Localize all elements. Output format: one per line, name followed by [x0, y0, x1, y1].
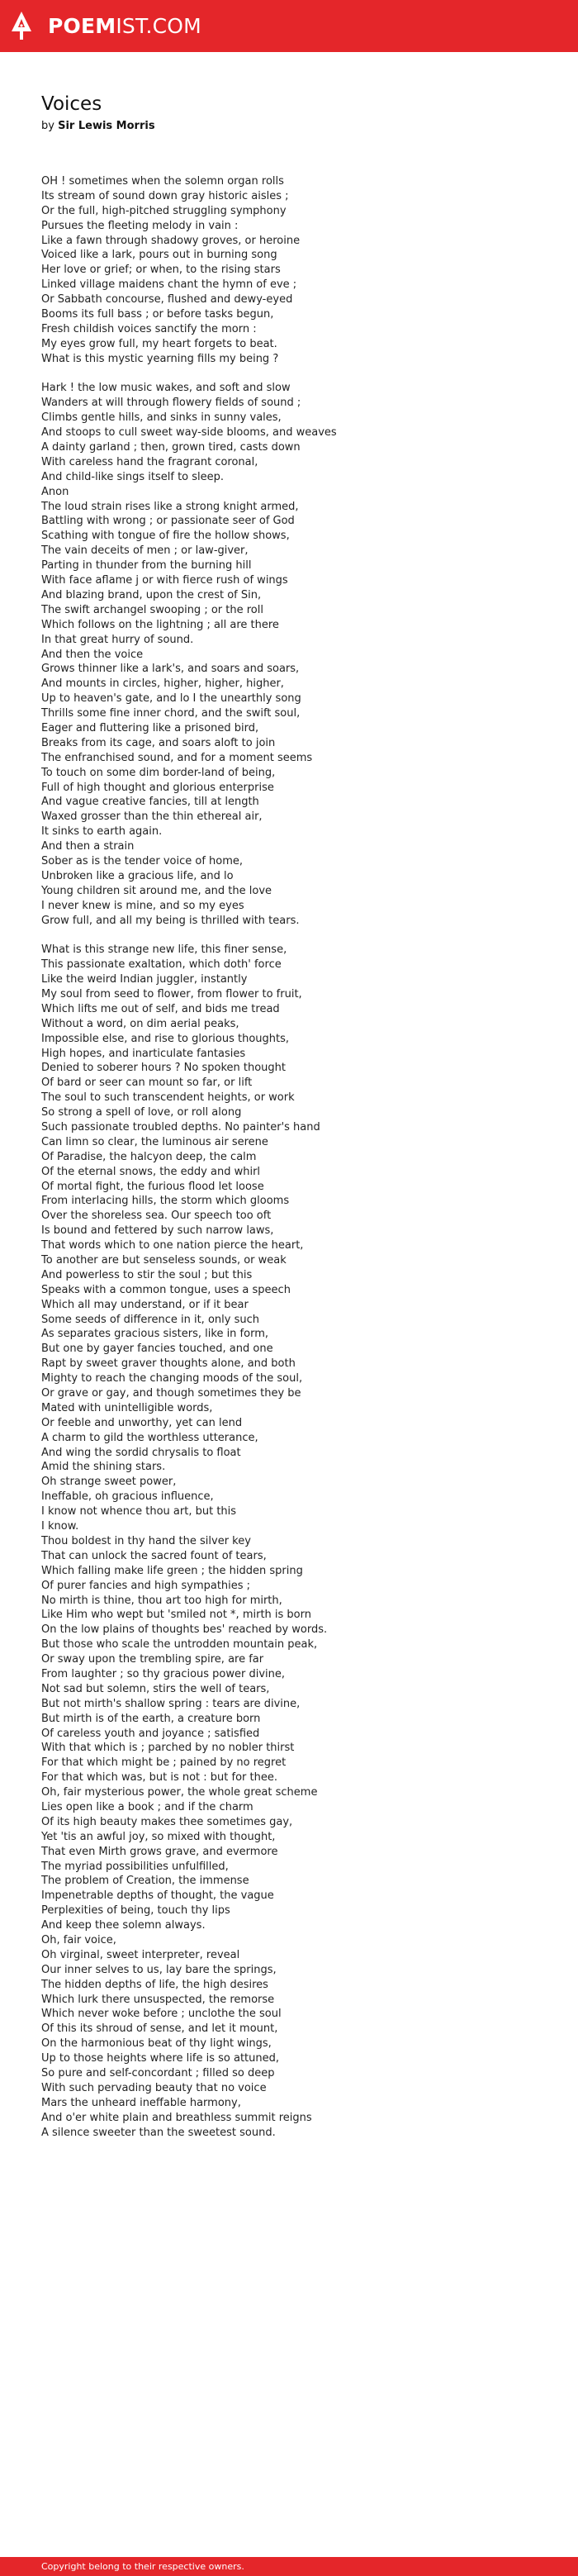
- poem-line: For that which might be ; pained by no regret: [41, 1756, 287, 1770]
- poem-line: Up to heaven's gate, and lo I the unearthly song: [41, 692, 301, 706]
- poem-line: In that great hurry of sound.: [41, 633, 194, 646]
- poem-line: With such pervading beauty that no voice: [41, 2081, 267, 2094]
- poem-line: A charm to gild the worthless utterance,: [41, 1431, 258, 1444]
- poem-line: Which falling make life green ; the hidden spring: [41, 1564, 303, 1577]
- poem-line: The hidden depths of life, the high desires: [41, 1978, 268, 1991]
- poem-line: What is this strange new life, this finer sense,: [41, 943, 287, 957]
- poem-line: No mirth is thine, thou art too high for mirth,: [41, 1594, 282, 1607]
- poem-line: With that which is ; parched by no nobler thirst: [41, 1742, 295, 1755]
- poem-line: Mars the unheard ineffable harmony,: [41, 2096, 241, 2109]
- poem-line: Or sway upon the trembling spire, are far: [41, 1653, 264, 1666]
- poem-line: Of its high beauty makes thee sometimes gay,: [41, 1815, 293, 1828]
- poem-content: [41, 93, 553, 2155]
- poem-line: Oh, fair voice,: [41, 1933, 116, 1946]
- poem-line: To another are but senseless sounds, or weak: [41, 1254, 287, 1267]
- poem-line: Perplexities of being, touch thy lips: [41, 1904, 230, 1918]
- poem-line: I know.: [41, 1520, 79, 1533]
- poem-line: Speaks with a common tongue, uses a speech: [41, 1283, 291, 1296]
- poem-line: And wing the sordid chrysalis to float: [41, 1446, 241, 1459]
- poem-line: I never knew is mine, and so my eyes: [41, 899, 244, 912]
- poem-line: Scathing with tongue of fire the hollow shows,: [41, 530, 290, 543]
- poem-line: Thou boldest in thy hand the silver key: [41, 1534, 251, 1547]
- poem-line: The loud strain rises like a strong knight armed,: [41, 500, 299, 513]
- poem-line: The swift archangel swooping ; or the roll: [41, 603, 263, 616]
- poem-line: I know not whence thou art, but this: [41, 1505, 237, 1519]
- poem-line: Which lurk there unsuspected, the remorse: [41, 1993, 275, 2006]
- poem-line: Up to those heights where life is so attuned,: [41, 2052, 280, 2065]
- poem-line: Without a word, on dim aerial peaks,: [41, 1017, 239, 1030]
- poem-line: Which all may understand, or if it bear: [41, 1298, 249, 1311]
- poem-line: This passionate exaltation, which doth' force: [41, 958, 282, 972]
- poem-line: Climbs gentle hills, and sinks in sunny vales,: [41, 411, 282, 425]
- poem-line: Of purer fancies and high sympathies ;: [41, 1579, 251, 1592]
- poem-line: Sober as is the tender voice of home,: [41, 854, 244, 867]
- poem-line: And blazing brand, upon the crest of Sin,: [41, 588, 262, 601]
- site-header: [0, 0, 578, 52]
- poem-line: High hopes, and inarticulate fantasies: [41, 1047, 246, 1060]
- poem-line: A dainty garland ; then, grown tired, casts down: [41, 441, 301, 454]
- poem-line: Mated with unintelligible words,: [41, 1401, 213, 1414]
- poem-line: Not sad but solemn, stirs the well of tears,: [41, 1682, 270, 1695]
- poem-line: My eyes grow full, my heart forgets to beat.: [41, 337, 277, 350]
- poem-line: With face aflame j or with fierce rush of wings: [41, 574, 288, 587]
- poem-line: Waxed grosser than the thin ethereal air,: [41, 810, 263, 824]
- poem-line: Breaks from its cage, and soars aloft to join: [41, 736, 276, 749]
- poem-line: The problem of Creation, the immense: [41, 1875, 249, 1888]
- poem-line: But not mirth's shallow spring : tears are divine,: [41, 1697, 301, 1710]
- poem-line: And mounts in circles, higher, higher, higher,: [41, 677, 284, 691]
- poem-line: Like the weird Indian juggler, instantly: [41, 973, 248, 986]
- poem-line: Rapt by sweet graver thoughts alone, and both: [41, 1357, 296, 1371]
- poem-body: [41, 174, 553, 2140]
- poem-line: Like a fawn through shadowy groves, or heroine: [41, 234, 301, 247]
- poem-line: What is this mystic yearning fills my being ?: [41, 352, 279, 365]
- poem-line: OH ! sometimes when the solemn organ rolls: [41, 175, 284, 188]
- poem-line: To touch on some dim border-land of being,: [41, 766, 276, 779]
- poem-line: Which lifts me out of self, and bids me tread: [41, 1002, 280, 1015]
- poem-line: Denied to soberer hours ? No spoken thought: [41, 1062, 286, 1075]
- byline-prefix: by: [41, 120, 54, 132]
- poem-line: Or Sabbath concourse, flushed and dewy-eyed: [41, 293, 293, 307]
- poem-line: As separates gracious sisters, like in form,: [41, 1328, 268, 1341]
- poem-line: But one by gayer fancies touched, and one: [41, 1343, 273, 1356]
- poem-line: Voiced like a lark, pours out in burning song: [41, 249, 277, 262]
- poem-line: That can unlock the sacred fount of tears,: [41, 1549, 267, 1562]
- logo-bold-text: POEM: [48, 14, 116, 38]
- poem-line: Is bound and fettered by such narrow laws,: [41, 1224, 274, 1238]
- poem-line: It sinks to earth again.: [41, 825, 163, 839]
- poem-stanza: [41, 943, 553, 2140]
- poem-line: For that which was, but is not : but for thee.: [41, 1771, 277, 1785]
- poem-line: So strong a spell of love, or roll along: [41, 1106, 242, 1119]
- poem-line: That even Mirth grows grave, and evermore: [41, 1845, 278, 1858]
- poem-line: Booms its full bass ; or before tasks begun,: [41, 308, 274, 321]
- poem-line: And o'er white plain and breathless summit reigns: [41, 2111, 312, 2124]
- poem-line: Ineffable, oh gracious influence,: [41, 1490, 214, 1504]
- poem-line: Our inner selves to us, lay bare the springs,: [41, 1963, 277, 1976]
- logo-light-text: IST.COM: [116, 14, 201, 38]
- poem-line: Yet 'tis an awful joy, so mixed with thought,: [41, 1830, 276, 1843]
- poem-line: And then a strain: [41, 840, 135, 853]
- poem-line: On the harmonious beat of thy light wings,: [41, 2037, 272, 2051]
- poem-line: The enfranchised sound, and for a moment seems: [41, 751, 313, 764]
- poem-author: Sir Lewis Morris: [58, 120, 155, 132]
- poem-line: So pure and self-concordant ; filled so deep: [41, 2067, 275, 2079]
- poem-line: Young children sit around me, and the love: [41, 884, 272, 897]
- copyright-text: Copyright belong to their respective owners.: [41, 2561, 244, 2572]
- poem-line: The myriad possibilities unfulfilled,: [41, 1860, 229, 1873]
- poem-line: Hark ! the low music wakes, and soft and slow: [41, 382, 291, 395]
- poem-line: Wanders at will through flowery fields of sound ;: [41, 397, 301, 410]
- poem-line: Or feeble and unworthy, yet can lend: [41, 1416, 243, 1429]
- poem-line: Parting in thunder from the burning hill: [41, 559, 252, 573]
- poem-line: Impenetrable depths of thought, the vague: [41, 1889, 274, 1903]
- poem-line: Thrills some fine inner chord, and the swift soul,: [41, 707, 301, 720]
- poem-line: My soul from seed to flower, from flower to fruit,: [41, 987, 302, 1000]
- poem-line: A silence sweeter than the sweetest sound.: [41, 2126, 276, 2139]
- poem-line: And child-like sings itself to sleep.: [41, 470, 225, 483]
- poem-line: Of careless youth and joyance ; satisfied: [41, 1727, 260, 1740]
- poem-stanza: [41, 381, 553, 928]
- poem-line: Grow full, and all my being is thrilled with tears.: [41, 914, 300, 927]
- poem-line: Of mortal fight, the furious flood let loose: [41, 1180, 264, 1193]
- poem-line: Eager and fluttering like a prisoned bird,: [41, 721, 259, 734]
- poem-line: Unbroken like a gracious life, and lo: [41, 869, 234, 882]
- poem-line: Lies open like a book ; and if the charm: [41, 1800, 253, 1813]
- poem-line: From interlacing hills, the storm which glooms: [41, 1195, 290, 1208]
- poem-line: From laughter ; so thy gracious power divine,: [41, 1667, 286, 1680]
- poem-title: Voices: [41, 93, 102, 115]
- poem-line: Pursues the fleeting melody in vain :: [41, 219, 239, 232]
- poem-line: Such passionate troubled depths. No painter's hand: [41, 1121, 320, 1134]
- poem-line: Can limn so clear, the luminous air serene: [41, 1135, 268, 1148]
- site-logo[interactable]: [48, 14, 201, 39]
- poem-byline: [41, 119, 553, 133]
- poem-line: Over the shoreless sea. Our speech too oft: [41, 1210, 272, 1223]
- poem-line: Her love or grief; or when, to the rising stars: [41, 264, 281, 277]
- poem-line: That words which to one nation pierce the heart,: [41, 1239, 304, 1252]
- poem-line: Some seeds of difference in it, only such: [41, 1313, 259, 1326]
- poem-line: Which never woke before ; unclothe the soul: [41, 2008, 282, 2021]
- poem-line: Which follows on the lightning ; all are there: [41, 618, 279, 631]
- poem-line: Or grave or gay, and though sometimes they be: [41, 1387, 301, 1400]
- poem-line: Oh, fair mysterious power, the whole great scheme: [41, 1786, 318, 1799]
- poem-line: Impossible else, and rise to glorious thoughts,: [41, 1032, 290, 1045]
- poem-line: The soul to such transcendent heights, or work: [41, 1091, 295, 1105]
- poem-line: Of bard or seer can mount so far, or lift: [41, 1077, 253, 1090]
- poem-line: On the low plains of thoughts bes' reached by words.: [41, 1623, 328, 1637]
- poem-line: Of the eternal snows, the eddy and whirl: [41, 1165, 261, 1178]
- poem-line: Of this its shroud of sense, and let it mount,: [41, 2022, 278, 2036]
- poem-line: Full of high thought and glorious enterprise: [41, 781, 274, 794]
- poem-line: And vague creative fancies, till at length: [41, 796, 259, 809]
- pen-nib-logo-icon[interactable]: [12, 12, 31, 40]
- poem-line: And keep thee solemn always.: [41, 1919, 206, 1932]
- poem-line: Amid the shining stars.: [41, 1461, 166, 1474]
- poem-line: Fresh childish voices sanctify the morn :: [41, 322, 257, 335]
- poem-line: And powerless to stir the soul ; but this: [41, 1268, 253, 1281]
- poem-line: Or the full, high-pitched struggling symphony: [41, 204, 287, 217]
- poem-line: Linked village maidens chant the hymn of eve ;: [41, 278, 297, 292]
- poem-line: But mirth is of the earth, a creature born: [41, 1712, 261, 1725]
- poem-line: Mighty to reach the changing moods of the soul,: [41, 1372, 303, 1385]
- poem-line: The vain deceits of men ; or law-giver,: [41, 544, 249, 558]
- poem-line: Its stream of sound down gray historic aisles ;: [41, 189, 289, 202]
- poem-line: And stoops to cull sweet way-side blooms, and weaves: [41, 426, 337, 440]
- poem-line: And then the voice: [41, 648, 144, 661]
- poem-line: Anon: [41, 485, 69, 498]
- poem-line: Grows thinner like a lark's, and soars and soars,: [41, 663, 300, 676]
- poem-line: Oh strange sweet power,: [41, 1476, 177, 1489]
- site-footer: [0, 2557, 578, 2576]
- poem-line: With careless hand the fragrant coronal,: [41, 455, 258, 468]
- poem-stanza: [41, 174, 553, 367]
- poem-line: Like Him who wept but 'smiled not *, mirth is born: [41, 1609, 311, 1622]
- poem-line: But those who scale the untrodden mountain peak,: [41, 1638, 318, 1652]
- poem-line: Battling with wrong ; or passionate seer of God: [41, 515, 295, 528]
- poem-line: Of Paradise, the halcyon deep, the calm: [41, 1150, 257, 1163]
- poem-line: Oh virginal, sweet interpreter, reveal: [41, 1948, 240, 1961]
